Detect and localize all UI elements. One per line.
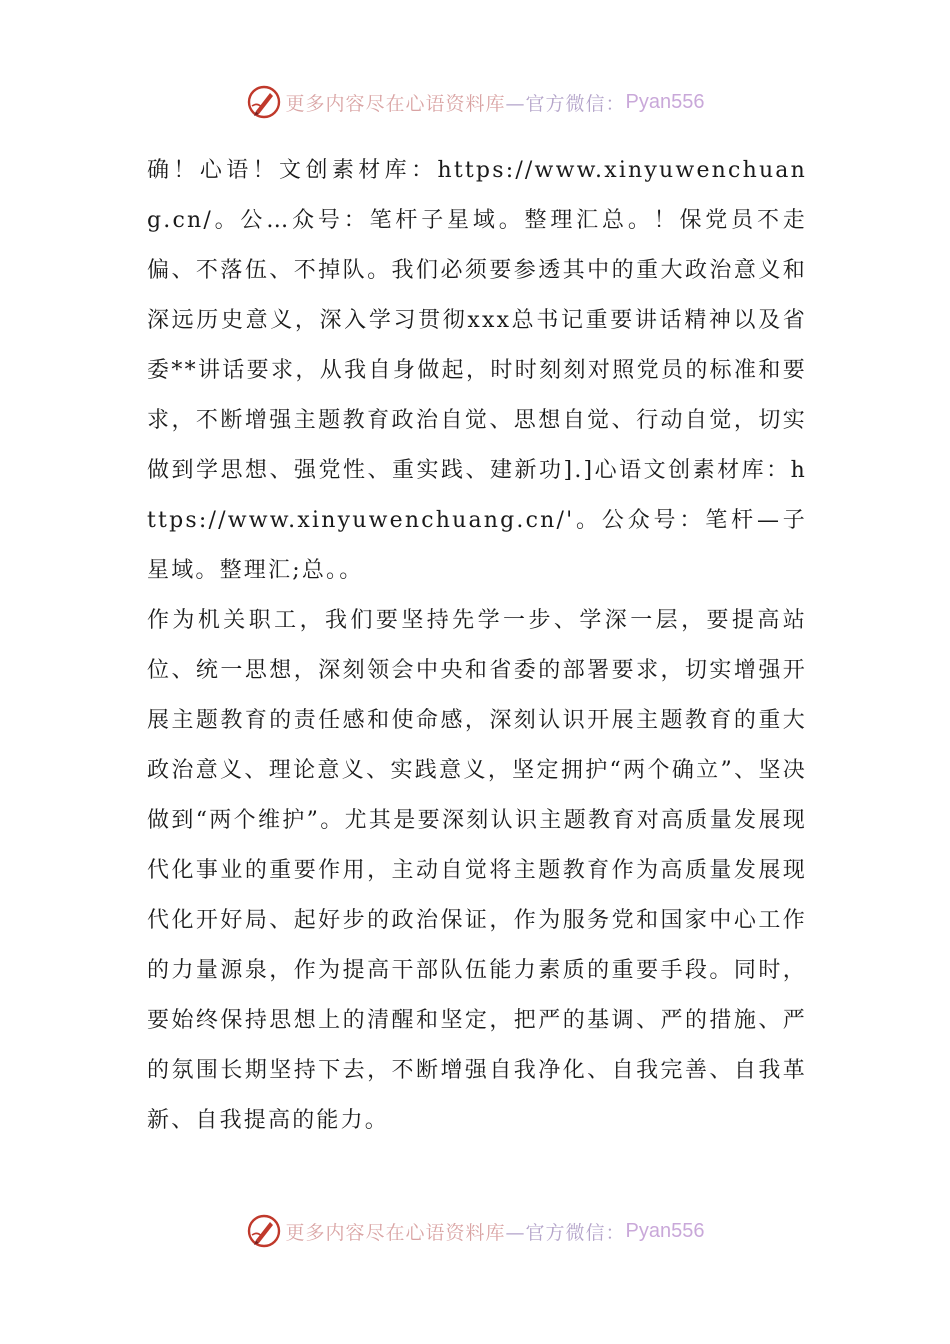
- paragraph: 作为机关职工，我们要坚持先学一步、学深一层，要提高站位、统一思想，深刻领会中央和省委的部署要求，切实增强开展主题教育的责任感和使命感，深刻认识开展主题教育的重大政治意义、理论意义、实践意义，坚定拥护“两个确立”、坚决做到“两个维护”。尤其是要深刻认识主题教育对高质量发展现代化事业的重要作用，主动自觉将主题教育作为高质量发展现代化开好局、起好步的政治保证，作为服务党和国家中心工作的力量源泉，作为提高干部队伍能力素质的重要手段。同时，要始终保持思想上的清醒和坚定，把严的基调、严的措施、严的氛围长期坚持下去，不断增强自我净化、自我完善、自我革新、自我提高的能力。: [147, 608, 807, 1133]
- footer-banner: [0, 1211, 950, 1251]
- banner-contact-label: —官方微信：: [505, 1221, 626, 1244]
- paragraph: 确！心语！文创素材库：https://www.xinyuwenchuang.cn/。公…众号：笔杆子星域。整理汇总。！保党员不走偏、不落伍、不掉队。我们必须要参透其中的重大政治意义和深远历史意义，深入学习贯彻xxx总书记重要讲话精神以及省委**讲话要求，从我自身做起，时时刻刻对照党员的标准和要求，不断增强主题教育政治自觉、思想自觉、行动自觉，切实做到学思想、强党性、重实践、建新功].]心语文创素材库：https://www.xinyuwenchuang.cn/'。公众号：笔杆—子星域。整理汇;总。。: [147, 158, 807, 583]
- banner-wechat-id: Pyan556: [625, 90, 705, 113]
- pen-logo-icon: [246, 84, 282, 120]
- banner-wechat-id: Pyan556: [625, 1219, 705, 1242]
- banner-contact-label: —官方微信：: [505, 92, 626, 115]
- pen-logo-icon: [246, 1213, 282, 1249]
- banner-text: 更多内容尽在心语资料库: [285, 1221, 506, 1244]
- document-body: [147, 146, 807, 1146]
- banner-text: 更多内容尽在心语资料库: [285, 92, 506, 115]
- header-banner: [0, 82, 950, 122]
